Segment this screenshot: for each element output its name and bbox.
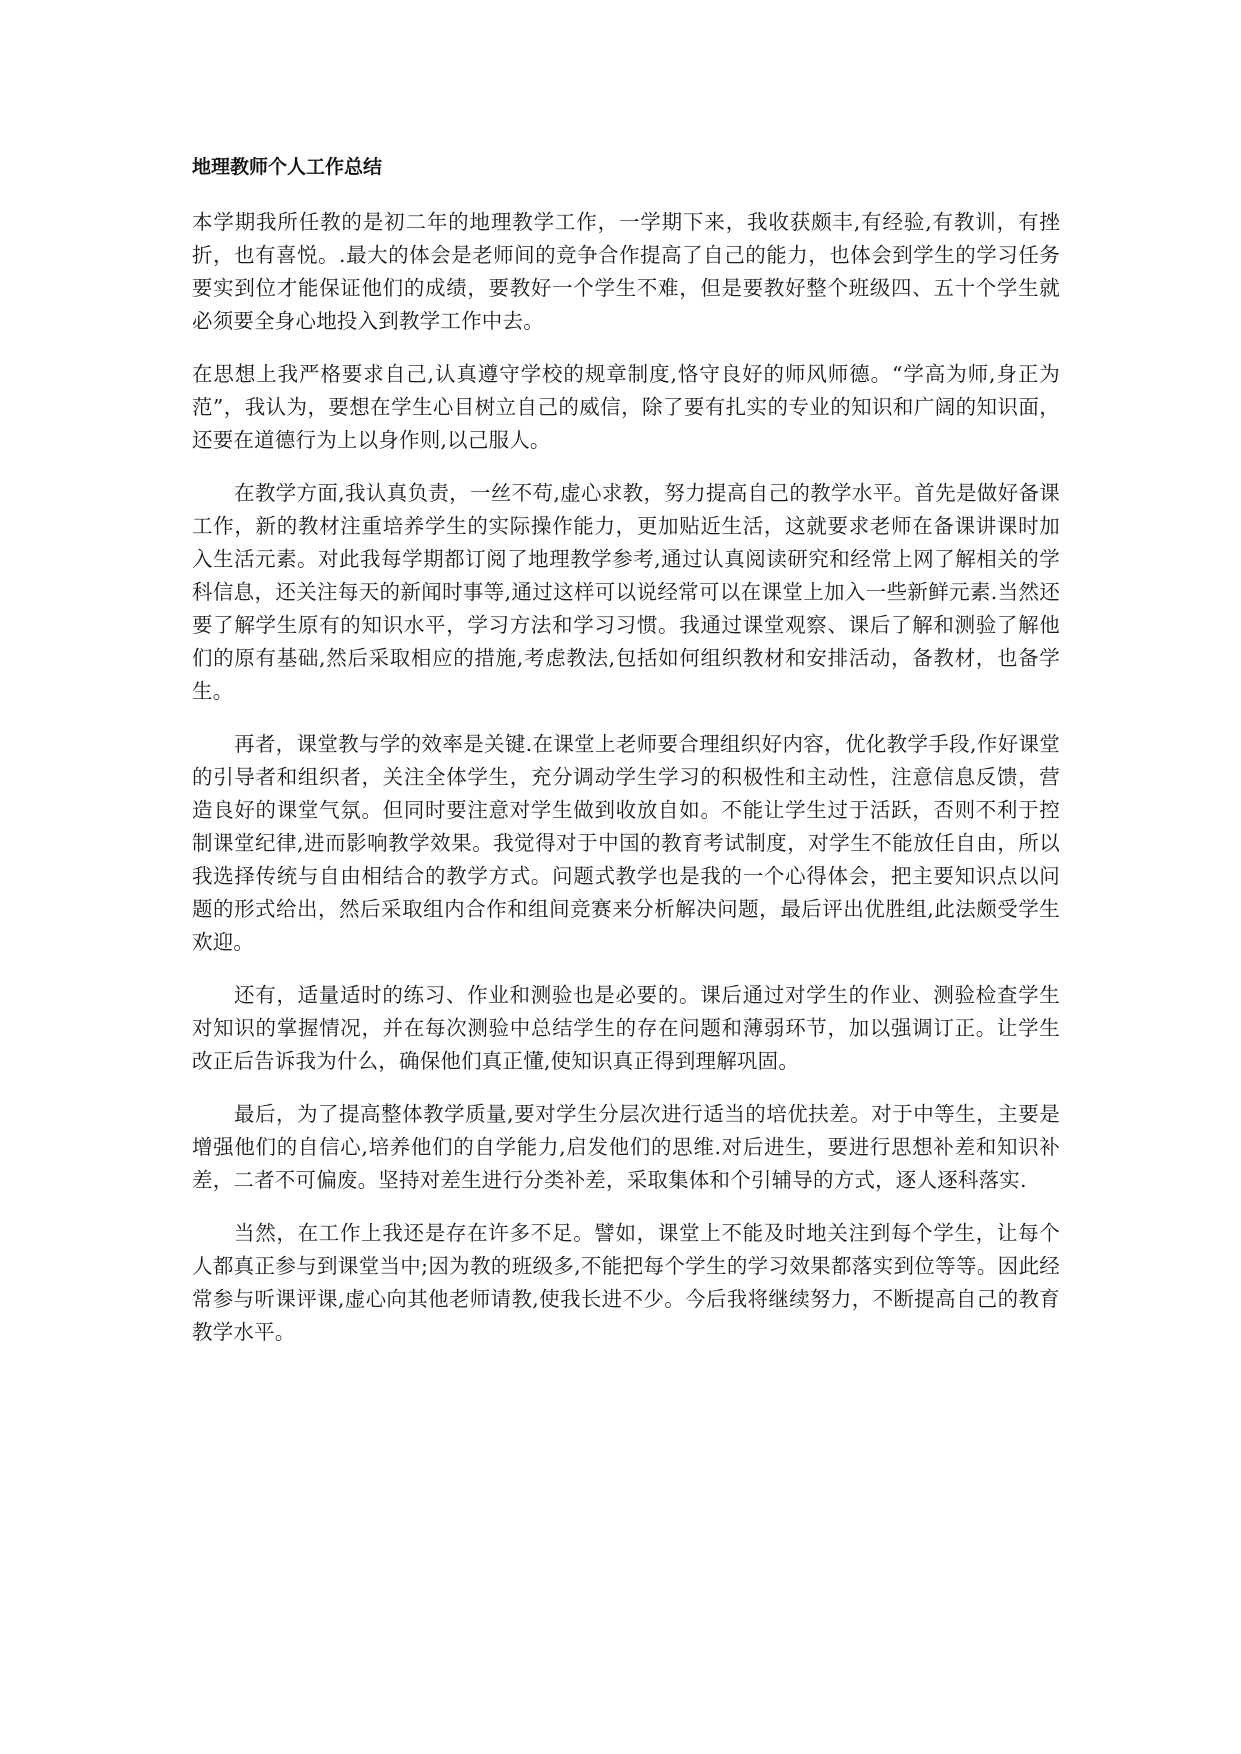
paragraph-classroom: 再者，课堂教与学的效率是关键.在课堂上老师要合理组织好内容，优化教学手段,作好课堂的引导者和组织者，关注全体学生，充分调动学生学习的积极性和主动性，注意信息反馈，营造良好的课堂气氛。但同时要注意对学生做到收放自如。不能让学生过于活跃，否则不利于控制课堂纪律,进而影响教学效果。我觉得对于中国的教育考试制度，对学生不能放任自由，所以我选择传统与自由相结合的教学方式。问题式教学也是我的一个心得体会，把主要知识点以问题的形式给出，然后采取组内合作和组间竞赛来分析解决问题，最后评出优胜组,此法颇受学生欢迎。 xyxy=(192,732,1060,954)
paragraph-shortcomings: 当然，在工作上我还是存在许多不足。譬如，课堂上不能及时地关注到每个学生，让每个人都真正参与到课堂当中;因为教的班级多,不能把每个学生的学习效果都落实到位等等。因此经常参与听课评课,虚心向其他老师请教,使我长进不少。今后我将继续努力，不断提高自己的教育教学水平。 xyxy=(192,1221,1060,1344)
document-page xyxy=(192,150,1060,1369)
paragraph-intro: 本学期我所任教的是初二年的地理教学工作，一学期下来，我收获颇丰,有经验,有教训，有挫折，也有喜悦。.最大的体会是老师间的竞争合作提高了自己的能力，也体会到学生的学习任务要实到位才能保证他们的成绩，要教好一个学生不难，但是要教好整个班级四、五十个学生就必须要全身心地投入到教学工作中去。 xyxy=(192,210,1060,333)
paragraph-exercises: 还有，适量适时的练习、作业和测验也是必要的。课后通过对学生的作业、测验检查学生对知识的掌握情况，并在每次测验中总结学生的存在问题和薄弱环节，加以强调订正。让学生改正后告诉我为什么，确保他们真正懂,使知识真正得到理解巩固。 xyxy=(192,983,1060,1073)
paragraph-tiered-students: 最后，为了提高整体教学质量,要对学生分层次进行适当的培优扶差。对于中等生，主要是增强他们的自信心,培养他们的自学能力,启发他们的思维.对后进生，要进行思想补差和知识补差，二者不可偏废。坚持对差生进行分类补差，采取集体和个引辅导的方式，逐人逐科落实. xyxy=(192,1102,1060,1192)
document-title: 地理教师个人工作总结 xyxy=(192,156,383,178)
paragraph-teaching: 在教学方面,我认真负责，一丝不苟,虚心求教，努力提高自己的教学水平。首先是做好备课工作，新的教材注重培养学生的实际操作能力，更加贴近生活，这就要求老师在备课讲课时加入生活元素。对此我每学期都订阅了地理教学参考,通过认真阅读研究和经常上网了解相关的学科信息，还关注每天的新闻时事等,通过这样可以说经常可以在课堂上加入一些新鲜元素.当然还要了解学生原有的知识水平，学习方法和学习习惯。我通过课堂观察、课后了解和测验了解他们的原有基础,然后采取相应的措施,考虑教法,包括如何组织教材和安排活动，备教材，也备学生。 xyxy=(192,481,1060,703)
paragraph-ideology: 在思想上我严格要求自己,认真遵守学校的规章制度,恪守良好的师风师德。“学高为师,身正为范”，我认为，要想在学生心目树立自己的威信，除了要有扎实的专业的知识和广阔的知识面，还要在道德行为上以身作则,以己服人。 xyxy=(192,362,1060,452)
